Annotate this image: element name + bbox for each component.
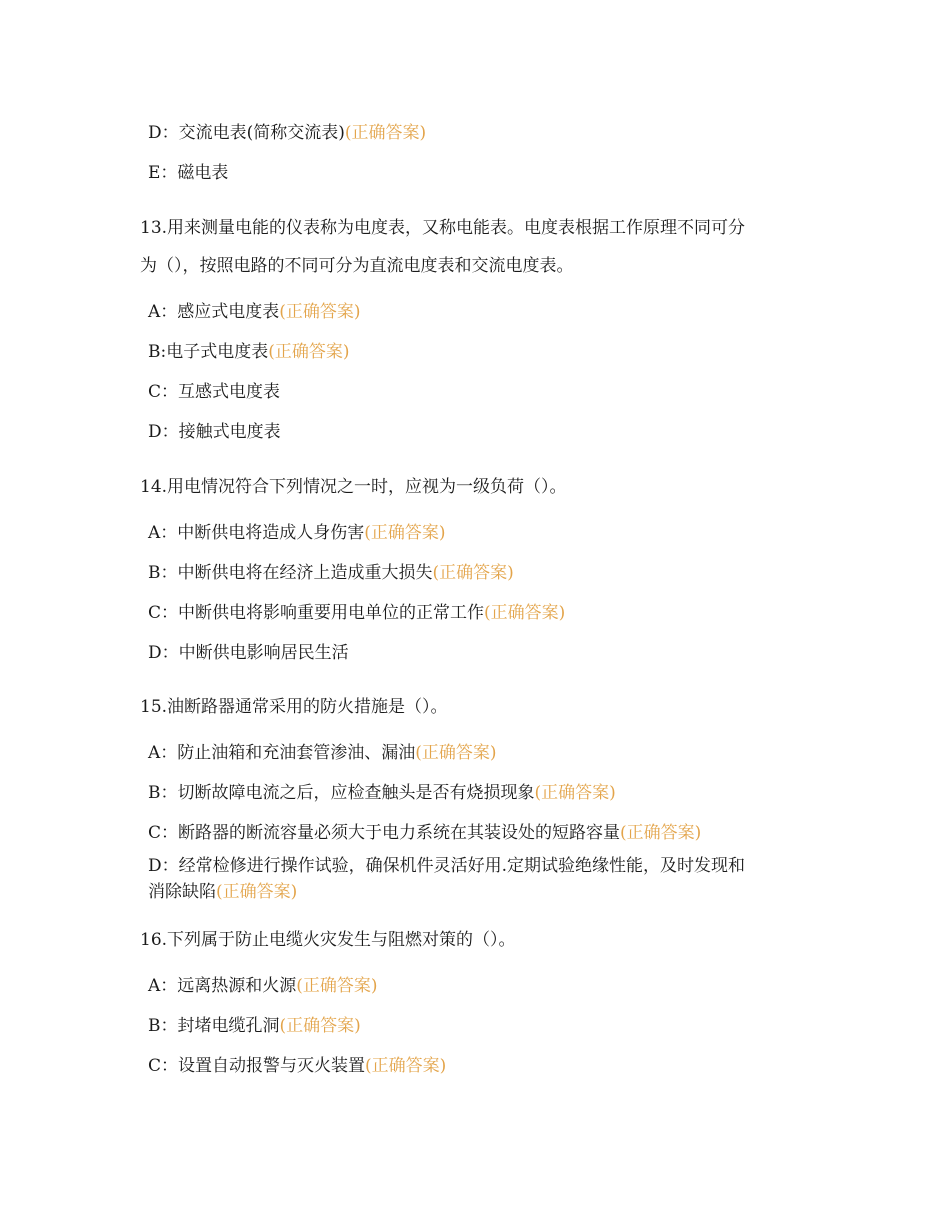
option-line: B:电子式电度表(正确答案) <box>148 342 350 362</box>
option-line: D：交流电表(简称交流表)(正确答案) <box>148 123 427 143</box>
correct-answer-tag: (正确答案) <box>279 1016 361 1036</box>
option-line: D：经常检修进行操作试验，确保机件灵活好用.定期试验绝缘性能，及时发现和 <box>148 856 746 876</box>
option-line: A：中断供电将造成人身伤害(正确答案) <box>148 523 446 543</box>
option-line: C：断路器的断流容量必须大于电力系统在其装设处的短路容量(正确答案) <box>148 823 702 843</box>
option-line: D：接触式电度表 <box>148 422 281 442</box>
option-line: A：感应式电度表(正确答案) <box>148 302 361 322</box>
question-line: 15.油断路器通常采用的防火措施是（）。 <box>140 697 448 717</box>
correct-answer-tag: (正确答案) <box>365 1056 447 1076</box>
option-line-continued: 消除缺陷(正确答案) <box>148 882 298 902</box>
option-line: C：中断供电将影响重要用电单位的正常工作(正确答案) <box>148 603 566 623</box>
correct-answer-tag: (正确答案) <box>534 783 616 803</box>
question-line: 16.下列属于防止电缆火灾发生与阻燃对策的（）。 <box>140 930 516 950</box>
correct-answer-tag: (正确答案) <box>620 823 702 843</box>
option-line: A：远离热源和火源(正确答案) <box>148 976 378 996</box>
correct-answer-tag: (正确答案) <box>279 302 361 322</box>
correct-answer-tag: (正确答案) <box>216 882 298 902</box>
option-line: B：中断供电将在经济上造成重大损失(正确答案) <box>148 563 514 583</box>
correct-answer-tag: (正确答案) <box>296 976 378 996</box>
question-line: 13.用来测量电能的仪表称为电度表，又称电能表。电度表根据工作原理不同可分 <box>140 218 746 238</box>
correct-answer-tag: (正确答案) <box>364 523 446 543</box>
option-line: A：防止油箱和充油套管渗油、漏油(正确答案) <box>148 743 497 763</box>
question-line: 为（），按照电路的不同可分为直流电度表和交流电度表。 <box>140 256 574 276</box>
question-line: 14.用电情况符合下列情况之一时，应视为一级负荷（）。 <box>140 477 567 497</box>
correct-answer-tag: (正确答案) <box>344 123 427 143</box>
correct-answer-tag: (正确答案) <box>484 603 566 623</box>
correct-answer-tag: (正确答案) <box>268 342 350 362</box>
option-line: E：磁电表 <box>148 163 229 183</box>
correct-answer-tag: (正确答案) <box>432 563 514 583</box>
correct-answer-tag: (正确答案) <box>415 743 497 763</box>
option-line: C：设置自动报警与灭火装置(正确答案) <box>148 1056 447 1076</box>
option-line: D：中断供电影响居民生活 <box>148 643 349 663</box>
option-line: B：切断故障电流之后，应检查触头是否有烧损现象(正确答案) <box>148 783 616 803</box>
option-line: B：封堵电缆孔洞(正确答案) <box>148 1016 361 1036</box>
option-line: C：互感式电度表 <box>148 382 281 402</box>
